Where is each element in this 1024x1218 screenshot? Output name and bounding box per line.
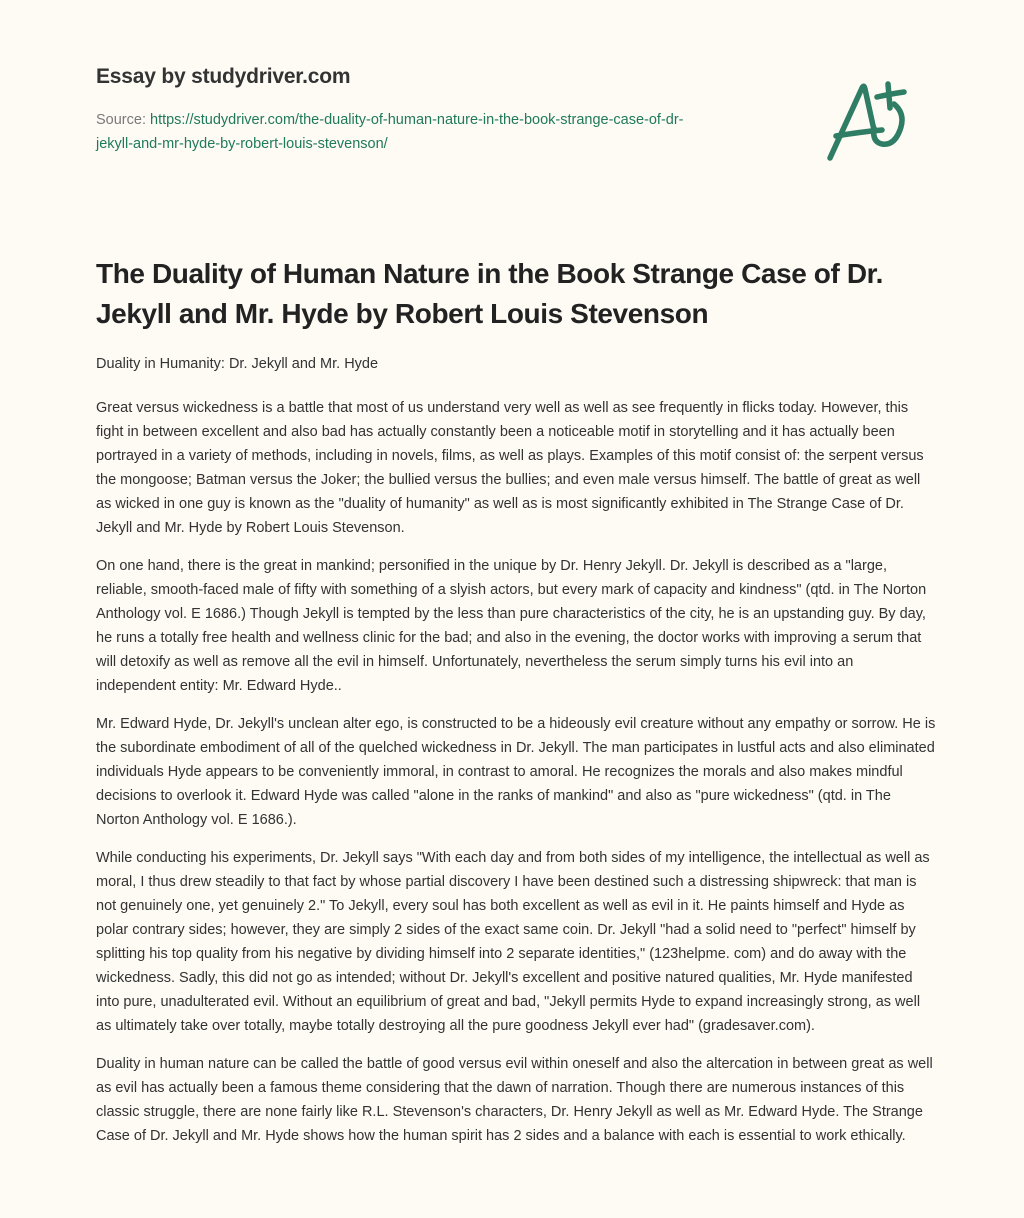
a-plus-grade-icon — [820, 70, 930, 170]
paragraph: While conducting his experiments, Dr. Jekyll says "With each day and from both sides of my intelligence, the intellectual as well as moral, I thus drew steadily to that fact by whose partial discovery I have been destined such a distressing shipwreck: that man is not genuinely one, yet genuinely 2." To Jekyll, every soul has both excellent as well as evil in it. He paints himself and Hyde as polar contrary sides; however, they are simply 2 sides of the exact same coin. Dr. Jekyll "had a solid need to "perfect" himself by splitting his top quality from his negative by dividing himself into 2 separate identities," (123helpme. com) and do away with the wickedness. Sadly, this did not go as intended; without Dr. Jekyll's excellent and positive natured qualities, Mr. Hyde manifested into pure, unadulterated evil. Without an equilibrium of great and bad, "Jekyll permits Hyde to expand increasingly strong, as well as ultimately take over totally, maybe totally destroying all the pure goodness Jekyll ever had" (gradesaver.com). — [96, 850, 930, 1034]
source-label: Source: — [96, 112, 150, 128]
page-header — [96, 62, 796, 156]
paragraph: Duality in human nature can be called the battle of good versus evil within oneself and also the altercation in between great as well as evil has actually been a famous theme considering that the dawn of narration. Though there are numerous instances of this classic struggle, there are none fairly like R.L. Stevenson's characters, Dr. Henry Jekyll as well as Mr. Edward Hyde. The Strange Case of Dr. Jekyll and Mr. Hyde shows how the human spirit has 2 sides and a balance with each is essential to work ethically. — [96, 1056, 933, 1144]
paragraph: Great versus wickedness is a battle that most of us understand very well as well as see frequently in flicks today. However, this fight in between excellent and also bad has actually constantly been a noticeable motif in storytelling and it has actually been portrayed in a variety of methods, including in novels, films, as well as plays. Examples of this motif consist of: the serpent versus the mongoose; Batman versus the Joker; the bullied versus the bullies; and even male versus himself. The battle of great as well as wicked in one guy is known as the "duality of humanity" as well as is most significantly exhibited in The Strange Case of Dr. Jekyll and Mr. Hyde by Robert Louis Stevenson. — [96, 400, 924, 536]
essay-article — [96, 254, 936, 1162]
site-title: Essay by studydriver.com — [96, 65, 351, 88]
paragraph: On one hand, there is the great in mankind; personified in the unique by Dr. Henry Jekyll. Dr. Jekyll is described as a "large, reliable, smooth-faced male of fifty with something of a slyish actors, but every mark of capacity and kindness" (qtd. in The Norton Anthology vol. E 1686.) Though Jekyll is tempted by the less than pure characteristics of the city, he is an upstanding guy. By day, he runs a totally free health and wellness clinic for the bad; and also in the evening, the doctor works with improving a serum that will detoxify as well as remove all the evil in himself. Unfortunately, nevertheless the serum simply turns his evil into an independent entity: Mr. Edward Hyde.. — [96, 558, 927, 694]
article-subtitle: Duality in Humanity: Dr. Jekyll and Mr. Hyde — [96, 356, 379, 372]
paragraph: Mr. Edward Hyde, Dr. Jekyll's unclean alter ego, is constructed to be a hideously evil creature without any empathy or sorrow. He is the subordinate embodiment of all of the quelched wickedness in Dr. Jekyll. The man participates in lustful acts and also eliminated individuals Hyde appears to be conveniently immoral, in contrast to amoral. He recognizes the morals and also makes mindful decisions to overlook it. Edward Hyde was called "alone in the ranks of mankind" and also as "pure wickedness" (qtd. in The Norton Anthology vol. E 1686.). — [96, 716, 936, 828]
article-title: The Duality of Human Nature in the Book Strange Case of Dr. Jekyll and Mr. Hyde by Robert Louis Stevenson — [96, 258, 883, 329]
source-link[interactable]: https://studydriver.com/the-duality-of-human-nature-in-the-book-strange-case-of-dr- jekyll-and-mr-hyde-by-robert-louis-stevenson/ — [96, 112, 684, 152]
source-line — [96, 108, 796, 156]
